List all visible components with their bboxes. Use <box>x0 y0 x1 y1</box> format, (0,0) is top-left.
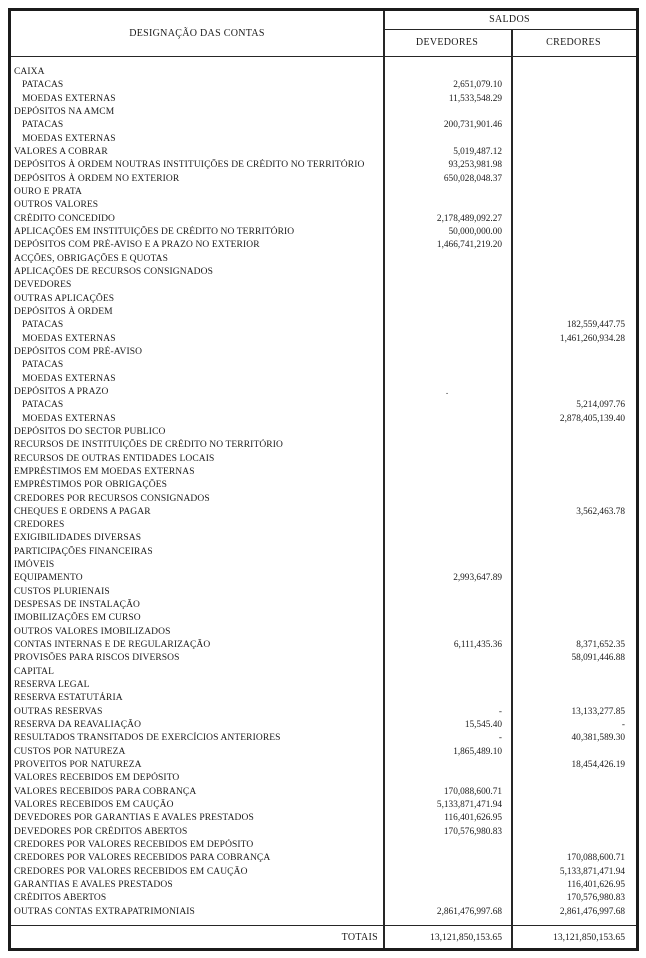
table-row <box>11 426 636 439</box>
devedores-value: - <box>498 733 502 744</box>
table-row <box>11 439 636 452</box>
table-row <box>11 199 636 212</box>
credores-value <box>511 439 636 452</box>
table-row <box>11 226 636 239</box>
table-row <box>11 79 636 92</box>
credores-value: 116,401,626.95 <box>567 880 625 891</box>
account-label: PROVEITOS POR NATUREZA <box>14 760 142 771</box>
account-label: EMPRÉSTIMOS POR OBRIGAÇÕES <box>14 480 168 491</box>
designation-column-divider <box>383 11 385 948</box>
table-row <box>11 306 636 319</box>
devedores-value <box>383 559 511 572</box>
account-label: CONTAS INTERNAS E DE REGULARIZAÇÃO <box>14 640 211 651</box>
credores-value <box>511 226 636 239</box>
table-row <box>11 639 636 652</box>
account-label: CRÉDITO CONCEDIDO <box>14 213 116 224</box>
credores-value: 8,371,652.35 <box>576 640 625 651</box>
account-label: CRÉDITOS ABERTOS <box>14 893 107 904</box>
credores-value <box>511 559 636 572</box>
table-row <box>11 133 636 146</box>
devedores-value <box>383 892 511 905</box>
table-row <box>11 746 636 759</box>
devedores-value <box>383 133 511 146</box>
table-row <box>11 506 636 519</box>
account-label: DEPÓSITOS À ORDEM <box>14 306 113 317</box>
devedores-value <box>383 879 511 892</box>
account-label: OUTROS VALORES <box>14 200 99 211</box>
devedores-value: 5,019,487.12 <box>453 146 502 157</box>
account-label: OUTRAS CONTAS EXTRAPATRIMONIAIS <box>14 906 195 917</box>
credores-value <box>511 239 636 252</box>
devedores-value: 6,111,435.36 <box>453 640 502 651</box>
account-label: PARTICIPAÇÕES FINANCEIRAS <box>14 546 153 557</box>
account-label: DESPESAS DE INSTALAÇÃO <box>14 600 141 611</box>
account-label: OUTRAS APLICAÇÕES <box>14 293 115 304</box>
devedores-value <box>383 599 511 612</box>
devedores-value <box>383 453 511 466</box>
account-label: CUSTOS PLURIENAIS <box>14 586 110 597</box>
devedores-value <box>383 399 511 412</box>
credores-header: CREDORES <box>546 37 601 49</box>
table-row <box>11 839 636 852</box>
credores-value <box>511 293 636 306</box>
table-row <box>11 866 636 879</box>
devedores-value: 11,533,548.29 <box>448 93 502 104</box>
devedores-value <box>383 759 511 772</box>
table-row <box>11 359 636 372</box>
table-row <box>11 453 636 466</box>
table-row <box>11 253 636 266</box>
devedores-value <box>383 493 511 506</box>
devedores-value <box>383 66 511 79</box>
account-label: ACÇÕES, OBRIGAÇÕES E QUOTAS <box>14 253 168 264</box>
table-row <box>11 559 636 572</box>
table-row <box>11 293 636 306</box>
designation-header: DESIGNAÇÃO DAS CONTAS <box>129 28 265 39</box>
devedores-value <box>383 652 511 665</box>
table-row <box>11 106 636 119</box>
table-row <box>11 786 636 799</box>
account-label: CAPITAL <box>14 666 55 677</box>
account-label: EMPRÉSTIMOS EM MOEDAS EXTERNAS <box>14 466 195 477</box>
devedores-value <box>383 866 511 879</box>
credores-value <box>511 599 636 612</box>
credores-value <box>511 213 636 226</box>
table-row <box>11 532 636 545</box>
credores-value: 5,214,097.76 <box>576 400 625 411</box>
table-body <box>11 57 636 925</box>
account-label: DEPÓSITOS NA AMCM <box>14 106 115 117</box>
account-label: DEPÓSITOS A PRAZO <box>14 386 109 397</box>
account-label: PATACAS <box>22 400 64 411</box>
credores-value <box>511 359 636 372</box>
credores-value <box>511 386 636 399</box>
devedores-value <box>383 266 511 279</box>
devedores-value: 170,088,600.71 <box>443 786 502 797</box>
table-row <box>11 706 636 719</box>
table-row <box>11 572 636 585</box>
account-label: DEVEDORES POR CRÉDITOS ABERTOS <box>14 826 188 837</box>
credores-value <box>511 306 636 319</box>
account-label: VALORES RECEBIDOS EM DEPÓSITO <box>14 773 180 784</box>
credores-value <box>511 279 636 292</box>
credores-value <box>511 266 636 279</box>
table-row <box>11 546 636 559</box>
table-row <box>11 279 636 292</box>
table-row <box>11 346 636 359</box>
table-row <box>11 799 636 812</box>
credores-value <box>511 479 636 492</box>
devedores-value: 1,865,489.10 <box>453 746 502 757</box>
table-row <box>11 213 636 226</box>
credores-value <box>511 453 636 466</box>
table-row <box>11 239 636 252</box>
devedores-value: 2,861,476,997.68 <box>436 906 502 917</box>
credores-value <box>511 812 636 825</box>
table-row <box>11 66 636 79</box>
table-row <box>11 413 636 426</box>
account-label: DEPÓSITOS COM PRÉ-AVISO E A PRAZO NO EXTERIOR <box>14 240 260 251</box>
credores-value <box>511 532 636 545</box>
credores-value <box>511 159 636 172</box>
table-row <box>11 679 636 692</box>
saldos-subheaders <box>383 30 636 57</box>
credores-value <box>511 786 636 799</box>
credores-value <box>511 572 636 585</box>
devedores-value <box>383 426 511 439</box>
devedores-value <box>383 333 511 346</box>
table-row <box>11 493 636 506</box>
account-label: RESULTADOS TRANSITADOS DE EXERCÍCIOS ANTERIORES <box>14 733 281 744</box>
credores-value: 1,461,260,934.28 <box>559 333 625 344</box>
devedores-header: DEVEDORES <box>415 37 479 49</box>
devedores-value <box>383 319 511 332</box>
devedores-value <box>383 546 511 559</box>
devedores-value: 2,993,647.89 <box>453 573 502 584</box>
table-row <box>11 173 636 186</box>
table-row <box>11 692 636 705</box>
table-row <box>11 732 636 745</box>
account-label: CAIXA <box>14 67 45 77</box>
table-row <box>11 906 636 919</box>
credores-value: 2,878,405,139.40 <box>559 413 625 424</box>
account-label: OUTRAS RESERVAS <box>14 706 103 717</box>
account-label: VALORES A COBRAR <box>14 146 108 157</box>
table-row <box>11 466 636 479</box>
account-label: DEVEDORES POR GARANTIAS E AVALES PRESTADOS <box>14 813 254 824</box>
devedores-value <box>383 346 511 359</box>
credores-value: 13,133,277.85 <box>571 706 625 717</box>
credores-value <box>511 119 636 132</box>
credores-value <box>511 93 636 106</box>
table-row <box>11 119 636 132</box>
devedores-value <box>383 692 511 705</box>
credores-value <box>511 626 636 639</box>
credores-value <box>511 199 636 212</box>
table-row <box>11 519 636 532</box>
credores-value <box>511 546 636 559</box>
saldos-header-group <box>383 11 636 56</box>
table-row <box>11 812 636 825</box>
devedores-value <box>383 679 511 692</box>
account-label: RECURSOS DE OUTRAS ENTIDADES LOCAIS <box>14 453 215 464</box>
devedores-value: 5,133,871,471.94 <box>436 800 502 811</box>
table-row <box>11 479 636 492</box>
devedores-value: 93,253,981.98 <box>448 160 502 171</box>
table-row <box>11 399 636 412</box>
account-label: MOEDAS EXTERNAS <box>22 373 116 384</box>
account-label: EQUIPAMENTO <box>14 573 83 584</box>
devedores-value <box>383 666 511 679</box>
balance-table <box>8 8 639 951</box>
credores-value: 40,381,589.30 <box>571 733 625 744</box>
account-label: IMOBILIZAÇÕES EM CURSO <box>14 613 141 624</box>
account-label: GARANTIAS E AVALES PRESTADOS <box>14 880 173 891</box>
account-label: DEVEDORES <box>14 280 72 291</box>
devedores-value <box>383 852 511 865</box>
account-label: VALORES RECEBIDOS PARA COBRANÇA <box>14 786 197 797</box>
account-label: CHEQUES E ORDENS A PAGAR <box>14 506 151 517</box>
devedores-value: - <box>498 706 502 717</box>
account-label: OUTROS VALORES IMOBILIZADOS <box>14 626 171 637</box>
devedores-value <box>383 306 511 319</box>
credores-value <box>511 493 636 506</box>
credores-value <box>511 612 636 625</box>
account-label: RESERVA DA REAVALIAÇÃO <box>14 720 142 731</box>
totals-row <box>11 925 636 948</box>
devedores-credores-divider <box>511 30 513 948</box>
credores-value <box>511 253 636 266</box>
devedores-value <box>383 466 511 479</box>
devedores-value: 2,651,079.10 <box>453 80 502 91</box>
devedores-value <box>383 439 511 452</box>
account-label: IMÓVEIS <box>14 560 55 571</box>
credores-value <box>511 772 636 785</box>
credores-value: 170,576,980.83 <box>566 893 625 904</box>
devedores-value: 15,545.40 <box>464 720 502 731</box>
devedores-value <box>383 772 511 785</box>
devedores-value <box>383 253 511 266</box>
table-row <box>11 146 636 159</box>
credores-value <box>511 146 636 159</box>
credores-value: - <box>621 720 625 731</box>
account-label: DEPÓSITOS DO SECTOR PUBLICO <box>14 426 166 437</box>
account-label: DEPÓSITOS À ORDEM NOUTRAS INSTITUIÇÕES DE CRÉDITO NO TERRITÓRIO <box>14 160 365 171</box>
account-label: DEPÓSITOS COM PRÉ-AVISO <box>14 346 143 357</box>
devedores-value: 200,731,901.46 <box>443 120 502 131</box>
table-row <box>11 586 636 599</box>
credores-value <box>511 746 636 759</box>
credores-value <box>511 79 636 92</box>
account-label: EXIGIBILIDADES DIVERSAS <box>14 533 142 544</box>
devedores-value <box>383 186 511 199</box>
totals-label: TOTAIS <box>341 931 378 943</box>
table-row <box>11 159 636 172</box>
table-row <box>11 93 636 106</box>
table-row <box>11 772 636 785</box>
table-row <box>11 626 636 639</box>
credores-value: 170,088,600.71 <box>566 853 625 864</box>
account-label: CUSTOS POR NATUREZA <box>14 746 126 757</box>
table-row <box>11 852 636 865</box>
devedores-value <box>383 626 511 639</box>
credores-value <box>511 66 636 79</box>
saldos-header: SALDOS <box>383 11 636 30</box>
devedores-value <box>383 359 511 372</box>
credores-value <box>511 839 636 852</box>
devedores-value: 116,401,626.95 <box>444 813 502 824</box>
table-row <box>11 892 636 905</box>
devedores-value <box>383 373 511 386</box>
account-label: MOEDAS EXTERNAS <box>22 133 116 144</box>
devedores-value <box>383 839 511 852</box>
devedores-value: 50,000,000.00 <box>448 226 502 237</box>
credores-value: 2,861,476,997.68 <box>559 906 625 917</box>
devedores-value <box>383 199 511 212</box>
table-row <box>11 612 636 625</box>
table-header <box>11 11 636 57</box>
devedores-value: . <box>445 386 449 397</box>
table-row <box>11 386 636 399</box>
devedores-value: 170,576,980.83 <box>443 826 502 837</box>
credores-value: 58,091,446.88 <box>571 653 625 664</box>
devedores-value <box>383 413 511 426</box>
credores-value <box>511 186 636 199</box>
table-row <box>11 719 636 732</box>
credores-value <box>511 346 636 359</box>
table-row <box>11 759 636 772</box>
credores-value <box>511 519 636 532</box>
credores-value: 182,559,447.75 <box>566 320 625 331</box>
table-row <box>11 599 636 612</box>
account-label: APLICAÇÕES DE RECURSOS CONSIGNADOS <box>14 266 213 277</box>
account-label: APLICAÇÕES EM INSTITUIÇÕES DE CRÉDITO NO TERRITÓRIO <box>14 226 295 237</box>
devedores-value <box>383 293 511 306</box>
account-label: CREDORES <box>14 520 65 531</box>
account-label: RECURSOS DE INSTITUIÇÕES DE CRÉDITO NO TERRITÓRIO <box>14 440 283 451</box>
account-label: RESERVA LEGAL <box>14 680 90 691</box>
account-label: CREDORES POR VALORES RECEBIDOS EM CAUÇÃO <box>14 866 248 877</box>
table-row <box>11 333 636 346</box>
credores-value: 3,562,463.78 <box>576 506 625 517</box>
account-label: CREDORES POR RECURSOS CONSIGNADOS <box>14 493 210 504</box>
credores-value: 5,133,871,471.94 <box>559 866 625 877</box>
account-label: VALORES RECEBIDOS EM CAUÇÃO <box>14 800 174 811</box>
account-label: PATACAS <box>22 320 64 331</box>
devedores-value <box>383 612 511 625</box>
devedores-value: 2,178,489,092.27 <box>436 213 502 224</box>
table-row <box>11 186 636 199</box>
devedores-value <box>383 106 511 119</box>
credores-value <box>511 426 636 439</box>
devedores-value <box>383 519 511 532</box>
credores-value <box>511 106 636 119</box>
totals-credores-value: 13,121,850,153.65 <box>553 931 625 943</box>
account-label: PATACAS <box>22 360 64 371</box>
account-label: OURO E PRATA <box>14 186 83 197</box>
table-row <box>11 879 636 892</box>
account-label: RESERVA ESTATUTÁRIA <box>14 693 123 704</box>
account-label: PROVISÕES PARA RISCOS DIVERSOS <box>14 653 180 664</box>
credores-value <box>511 666 636 679</box>
table-row <box>11 666 636 679</box>
devedores-value <box>383 532 511 545</box>
table-row <box>11 266 636 279</box>
credores-value <box>511 692 636 705</box>
account-label: MOEDAS EXTERNAS <box>22 333 116 344</box>
devedores-value: 1,466,741,219.20 <box>436 240 502 251</box>
table-row <box>11 373 636 386</box>
devedores-value <box>383 279 511 292</box>
credores-value <box>511 826 636 839</box>
credores-value <box>511 173 636 186</box>
devedores-value: 650,028,048.37 <box>443 173 502 184</box>
account-label: MOEDAS EXTERNAS <box>22 93 116 104</box>
account-label: MOEDAS EXTERNAS <box>22 413 116 424</box>
credores-value <box>511 586 636 599</box>
devedores-value <box>383 586 511 599</box>
table-row <box>11 652 636 665</box>
totals-devedores-value: 13,121,850,153.65 <box>430 931 502 943</box>
credores-value <box>511 133 636 146</box>
table-row <box>11 826 636 839</box>
credores-value <box>511 466 636 479</box>
account-label: PATACAS <box>22 120 64 131</box>
devedores-value <box>383 479 511 492</box>
credores-value <box>511 373 636 386</box>
account-label: CREDORES POR VALORES RECEBIDOS PARA COBRANÇA <box>14 853 271 864</box>
table-row <box>11 319 636 332</box>
account-label: PATACAS <box>22 80 64 91</box>
devedores-value <box>383 506 511 519</box>
account-label: CREDORES POR VALORES RECEBIDOS EM DEPÓSITO <box>14 840 254 851</box>
credores-value <box>511 679 636 692</box>
credores-value: 18,454,426.19 <box>571 760 625 771</box>
account-label: DEPÓSITOS À ORDEM NO EXTERIOR <box>14 173 180 184</box>
credores-value <box>511 799 636 812</box>
